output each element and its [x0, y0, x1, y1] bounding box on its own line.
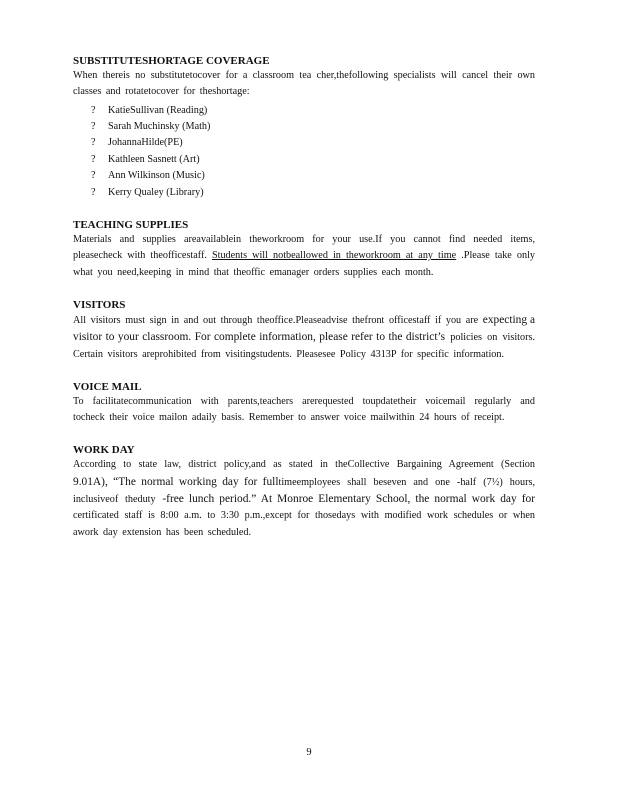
visitors-text-large: expecting a visitor to your classroom. For complete information, please refer to the district’s [73, 313, 535, 344]
bullet-glyph: ? [91, 137, 96, 149]
bullet-glyph: ? [91, 153, 96, 165]
bullet-glyph: ? [91, 104, 96, 116]
specialist-list [73, 103, 535, 201]
section-substitute-coverage [73, 54, 535, 201]
bullet-glyph: ? [91, 186, 96, 198]
section-visitors [73, 298, 535, 363]
supplies-underlined-text: Students will notbeallowed in theworkroom at any time [211, 250, 457, 262]
page-content [73, 54, 535, 558]
list-item-text: KatieSullivan (Reading) [108, 104, 208, 116]
list-item [73, 119, 535, 135]
heading-substitute-coverage: SUBSTITUTESHORTAGE COVERAGE [73, 55, 270, 67]
list-item [73, 152, 535, 168]
bullet-glyph: ? [91, 121, 96, 132]
supplies-text-part: .Please take only what you need,keeping in mind that theoffic emanager orders supplies each month. [73, 250, 535, 278]
supplies-text [73, 232, 535, 281]
visitors-text-part: All visitors must sign in and out through theoffice.Pleaseadvise thefront officestaff if you are [73, 314, 483, 326]
list-item-text: Kathleen Sasnett (Art) [108, 153, 200, 165]
list-item [73, 168, 535, 184]
list-item-text: Kerry Qualey (Library) [108, 186, 204, 198]
heading-work-day: WORK DAY [73, 444, 135, 457]
bullet-glyph: ? [91, 170, 96, 182]
workday-text-large: 9.01A), “The normal working day for full [73, 475, 279, 488]
list-item-text: Ann Wilkinson (Music) [108, 170, 205, 182]
visitors-text-part: policies on visitors. Certain visitors areprohibited from visitingstudents. Pleasesee Policy 4313P for specific information. [73, 332, 535, 360]
list-item [73, 135, 535, 151]
heading-visitors: VISITORS [73, 298, 126, 311]
workday-text-part: According to state law, district policy,and as stated in theCollective Bargaining Agreement (Section [73, 459, 535, 471]
workday-text [73, 457, 535, 540]
section-work-day [73, 443, 535, 540]
list-item-text: Sarah Muchinsky (Math) [108, 121, 211, 132]
workday-text-part: certificated staff is 8:00 a.m. to 3:30 p.m.,except for thosedays with modified work schedules or when awork day extension has been scheduled. [73, 510, 535, 538]
section-voice-mail [73, 380, 535, 427]
supplies-text-part: Materials and supplies areavailablein theworkroom for your use.If you cannot find needed items, pleasecheck with theofficestaff. [73, 234, 535, 262]
heading-voice-mail: VOICE MAIL [73, 380, 142, 393]
workday-text-large: -free lunch period.” At Monroe Elementary School, the normal work day for [162, 493, 535, 505]
visitors-text [73, 312, 535, 363]
voicemail-text: To facilitatecommunication with parents,teachers arerequested toupdatetheir voicemail regularly and tocheck their voice mailon adaily basis. Remember to answer voice mailwithin 24 hours of receipt. [73, 395, 535, 424]
section-teaching-supplies [73, 218, 535, 281]
workday-text-part: timeemployees shall beseven and one -half (7½) hours, inclusiveof theduty [73, 476, 535, 505]
list-item [73, 185, 535, 201]
substitute-intro-text: When thereis no substitutetocover for a classroom tea cher,thefollowing specialists will cancel their own classes and rotatetocover for theshortage: [73, 70, 535, 98]
page-number: 9 [306, 747, 312, 758]
heading-teaching-supplies: TEACHING SUPPLIES [73, 219, 189, 232]
list-item-text: JohannaHilde(PE) [108, 137, 183, 149]
list-item [73, 103, 535, 119]
